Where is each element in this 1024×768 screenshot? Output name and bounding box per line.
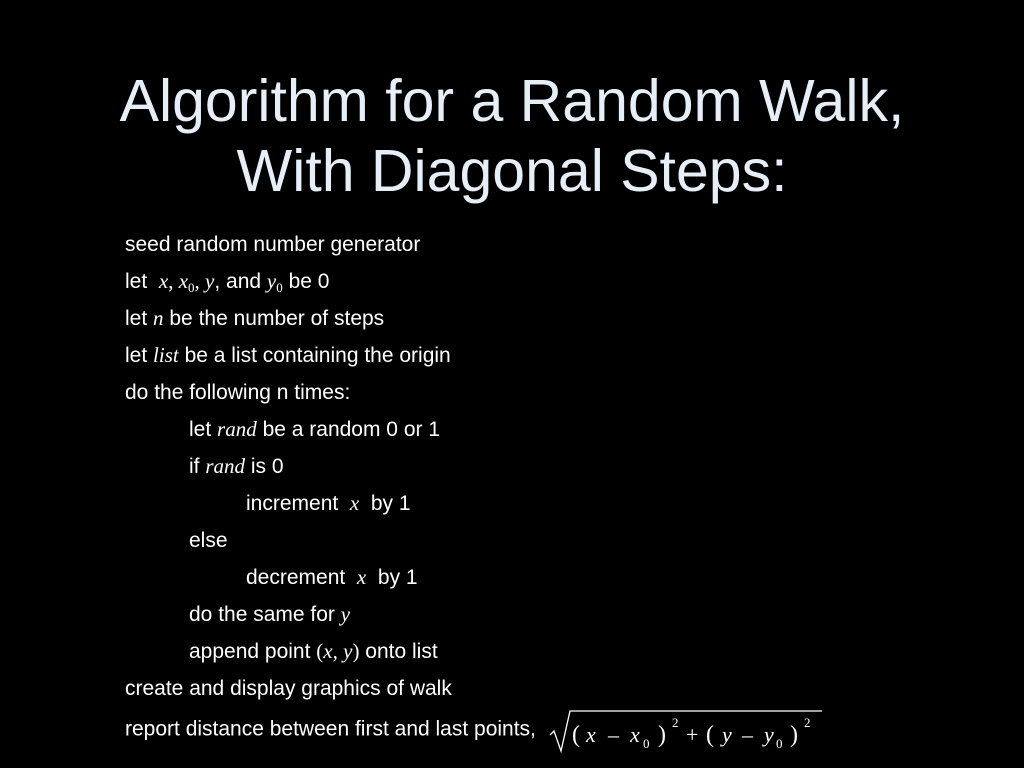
formula-lparen-2: ( [705,722,714,748]
keyword-if: if [189,455,200,478]
point-tuple: (x, y) [316,639,360,663]
keyword-let: let [125,307,148,330]
formula-exponent-2: 2 [803,715,811,730]
algorithm-line-loop: do the following n times: [125,381,351,404]
separator: , [194,269,206,293]
formula-minus-1: – [607,722,619,747]
text-rest: by 1 [377,566,418,589]
formula-x: x [585,722,596,747]
text-pre: do the same for [189,603,335,626]
algorithm-line-report [125,707,822,751]
formula-y0: y [763,722,774,747]
var-y: y [340,602,351,626]
var-rand: rand [205,454,246,478]
algorithm-line-init [125,263,822,300]
slide-title-line-1: Algorithm for a Random Walk, [119,68,905,134]
formula-plus: + [685,722,699,747]
formula-x0: x [629,722,640,747]
var-y0-subscript: 0 [276,280,283,295]
var-y0-base: y [266,269,277,293]
keyword-let: let [125,344,148,367]
algorithm-line-decrement [125,559,822,596]
slide-title-line-2: With Diagonal Steps: [236,138,788,204]
var-y: y [205,269,215,293]
text-pre: increment [246,492,339,515]
text-rest: by 1 [370,492,411,515]
text-rest: onto list [365,640,438,663]
formula-y0-subscript: 0 [775,736,783,751]
text-rest: is 0 [250,455,284,478]
text-pre: append point [189,640,311,663]
formula-x0-subscript: 0 [642,736,650,751]
algorithm-line-rand [125,411,822,448]
distance-formula-svg [550,707,822,753]
var-list: list [153,343,179,367]
var-x0-base: x [178,269,189,293]
var-x0 [179,269,195,293]
separator: , [168,269,179,293]
var-n: n [153,306,164,330]
text-rest: be a list containing the origin [184,344,451,367]
point-coords: x, y [323,639,353,663]
formula-rparen-1: ) [657,722,666,748]
formula-minus-2: – [741,722,753,747]
distance-formula [550,707,822,753]
keyword-let: let [189,418,212,441]
var-x: x [356,565,367,589]
formula-exponent-1: 2 [671,715,679,730]
algorithm-line-else: else [189,529,228,552]
var-x0-subscript: 0 [188,280,195,295]
formula-y: y [721,722,732,747]
var-x: x [158,269,169,293]
algorithm-body [125,226,822,751]
var-rand: rand [217,417,257,441]
algorithm-line-graphics: create and display graphics of walk [125,677,452,700]
algorithm-line-if [125,448,822,485]
text-report: report distance between first and last points, [125,717,536,741]
text-rest: be a random 0 or 1 [262,418,441,441]
text-and: , and [214,270,262,293]
algorithm-line-append [125,633,822,670]
keyword-let: let [125,270,148,293]
algorithm-line-increment [125,485,822,522]
formula-lparen-1: ( [571,722,580,748]
text-pre: decrement [246,566,346,589]
algorithm-line-steps [125,300,822,337]
algorithm-line-list [125,337,822,374]
algorithm-line-same-for-y [125,596,822,633]
text-rest: be the number of steps [169,307,385,330]
text-rest: be 0 [288,270,330,293]
algorithm-line-seed: seed random number generator [125,233,421,256]
var-y0 [267,269,283,293]
slide-title [0,66,1024,206]
formula-rparen-2: ) [789,722,798,748]
var-x: x [349,491,360,515]
